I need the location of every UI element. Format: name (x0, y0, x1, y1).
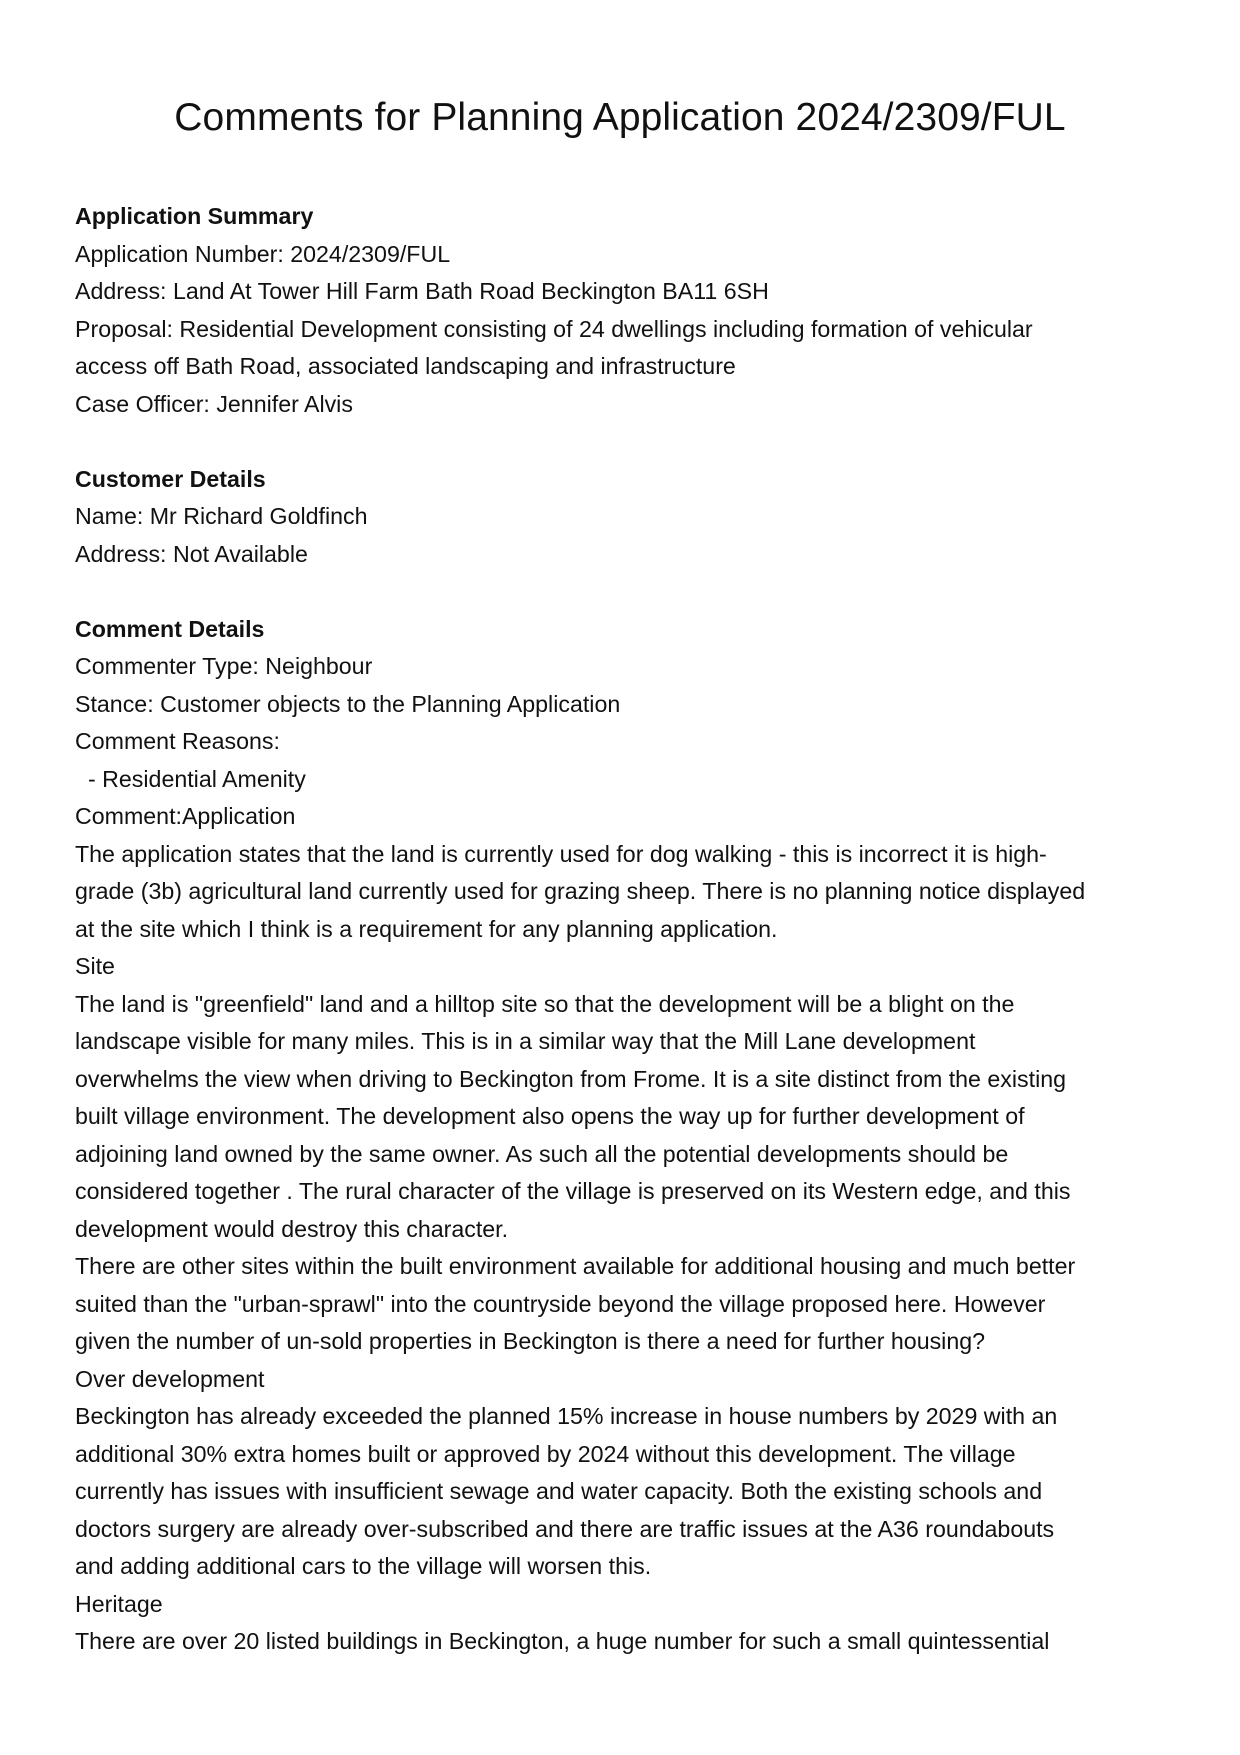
application-address: Address: Land At Tower Hill Farm Bath Road Beckington BA11 6SH (75, 278, 769, 304)
comment-subheading-heritage: Heritage (75, 1590, 163, 1617)
section-spacer (75, 423, 1175, 461)
comment-line: adjoining land owned by the same owner. As such all the potential developments should be (75, 1140, 1009, 1167)
comment-details-section (75, 611, 1175, 1661)
comment-label: Comment:Application (75, 803, 296, 829)
comment-subheading-over-development: Over development (75, 1365, 265, 1392)
comment-line: The application states that the land is currently used for dog walking - this is incorrect it is high- (75, 840, 1047, 867)
comment-line: landscape visible for many miles. This is in a similar way that the Mill Lane development (75, 1028, 976, 1054)
comment-reason-item: - Residential Amenity (88, 765, 306, 792)
comment-details-heading: Comment Details (75, 615, 265, 642)
comment-line: development would destroy this character. (75, 1215, 509, 1242)
customer-name: Name: Mr Richard Goldfinch (75, 503, 368, 529)
comment-line: at the site which I think is a requirement for any planning application. (75, 915, 778, 942)
comment-line: There are over 20 listed buildings in Beckington, a huge number for such a small quintessential (75, 1628, 1050, 1654)
stance: Stance: Customer objects to the Planning Application (75, 690, 621, 717)
page-title: Comments for Planning Application 2024/2309/FUL (174, 96, 1066, 139)
comment-line: There are other sites within the built environment available for additional housing and much better (75, 1253, 1076, 1279)
application-summary-section (75, 198, 1175, 423)
application-number: Application Number: 2024/2309/FUL (75, 240, 451, 267)
customer-details-section (75, 461, 1175, 574)
comment-line: built village environment. The development also opens the way up for further development of (75, 1103, 1025, 1129)
proposal-line-2: access off Bath Road, associated landscaping and infrastructure (75, 353, 736, 379)
comment-line: doctors surgery are already over-subscribed and there are traffic issues at the A36 roundabouts (75, 1515, 1055, 1542)
comment-line: grade (3b) agricultural land currently used for grazing sheep. There is no planning notice displayed (75, 878, 1086, 904)
customer-details-heading: Customer Details (75, 465, 266, 492)
application-summary-heading: Application Summary (75, 203, 314, 229)
customer-address: Address: Not Available (75, 540, 308, 567)
comment-line: given the number of un-sold properties in Beckington is there a need for further housing? (75, 1328, 986, 1354)
comment-reasons-label: Comment Reasons: (75, 728, 280, 754)
comment-subheading-site: Site (75, 953, 115, 979)
comment-line: Beckington has already exceeded the planned 15% increase in house numbers by 2029 with an (75, 1403, 1058, 1429)
comment-line: suited than the "urban-sprawl" into the countryside beyond the village proposed here. However (75, 1290, 1046, 1317)
comment-text (75, 836, 1175, 1661)
comment-line: and adding additional cars to the village will worsen this. (75, 1553, 652, 1579)
case-officer: Case Officer: Jennifer Alvis (75, 390, 353, 417)
document-body (75, 198, 1175, 1661)
comment-line: additional 30% extra homes built or approved by 2024 without this development. The village (75, 1440, 1016, 1467)
comment-line: overwhelms the view when driving to Beckington from Frome. It is a site distinct from the existing (75, 1065, 1067, 1092)
commenter-type: Commenter Type: Neighbour (75, 653, 373, 679)
proposal-line-1: Proposal: Residential Development consisting of 24 dwellings including formation of vehicular (75, 315, 1033, 342)
comment-line: considered together . The rural character of the village is preserved on its Western edge, and this (75, 1178, 1071, 1204)
comment-line: The land is "greenfield" land and a hilltop site so that the development will be a blight on the (75, 990, 1015, 1017)
section-spacer (75, 573, 1175, 611)
comment-line: currently has issues with insufficient sewage and water capacity. Both the existing schools and (75, 1478, 1043, 1504)
